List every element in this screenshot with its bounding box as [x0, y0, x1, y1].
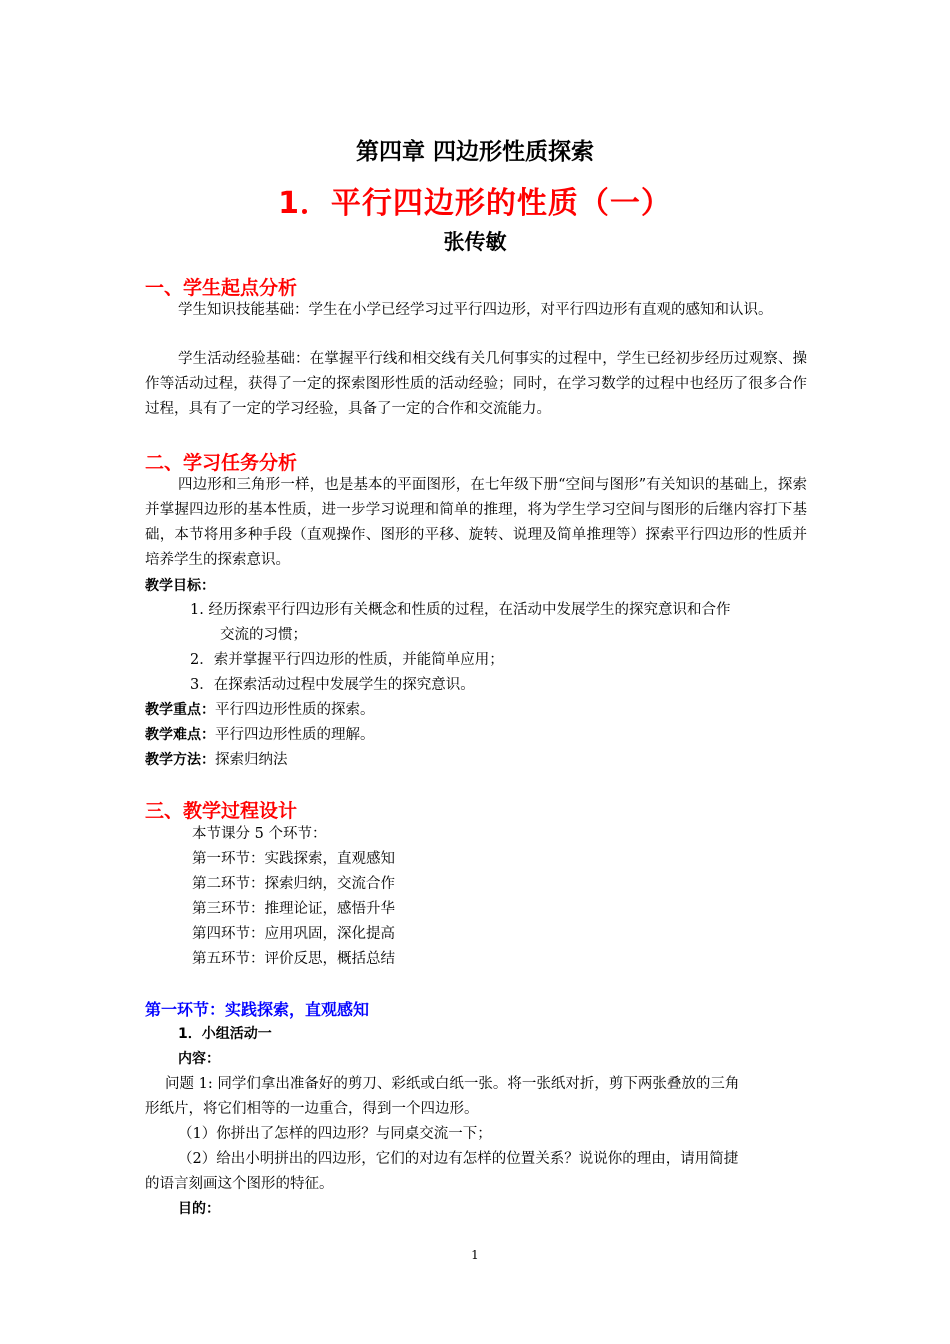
- teaching-focus: [145, 698, 375, 723]
- page-number: 1: [471, 1248, 479, 1262]
- process-step: 第五环节：评价反思，概括总结: [192, 951, 395, 967]
- section-heading-student-analysis: 一、学生起点分析: [145, 277, 298, 299]
- process-step: 第二环节：探索归纳，交流合作: [192, 876, 395, 892]
- goals-label: 教学目标：: [145, 578, 215, 594]
- chapter-title: 第四章 四边形性质探索: [355, 139, 594, 165]
- goal-2: 2．索并掌握平行四边形的性质，并能简单应用；: [190, 652, 504, 668]
- problem-1-line-2: 形纸片，将它们相等的一边重合，得到一个四边形。: [145, 1101, 479, 1117]
- question-1: （1）你拼出了怎样的四边形？与同桌交流一下；: [178, 1126, 492, 1142]
- group-activity-label: 1．小组活动一: [178, 1026, 272, 1042]
- teaching-difficulty-text: 平行四边形性质的理解。: [215, 727, 375, 743]
- teaching-focus-label: 教学重点：: [145, 702, 215, 718]
- question-2-line-1: （2）给出小明拼出的四边形，它们的对边有怎样的位置关系？说说你的理由，请用简捷: [178, 1151, 739, 1167]
- goal-1-line-2: 交流的习惯；: [220, 627, 307, 643]
- goal-3: 3．在探索活动过程中发展学生的探究意识。: [190, 677, 475, 693]
- lesson-title: 1．平行四边形的性质（一）: [278, 186, 672, 221]
- paragraph-task-analysis: 四边形和三角形一样，也是基本的平面图形，在七年级下册“空间与图形”有关知识的基础上，探索并掌握四边形的基本性质，进一步学习说理和简单的推理，将为学生学习空间与图形的后继内容打下基础，本节将用多种手段（直观操作、图形的平移、旋转、说理及简单推理等）探索平行四边形的性质并培养学生的探索意识。: [145, 477, 807, 568]
- teaching-method: [145, 748, 288, 773]
- teaching-method-label: 教学方法：: [145, 752, 215, 768]
- problem-1-line-1: 问题 1: 同学们拿出准备好的剪刀、彩纸或白纸一张。将一张纸对折，剪下两张叠放的三角: [165, 1076, 740, 1092]
- author-name: 张传敏: [443, 230, 507, 254]
- purpose-label: 目的：: [178, 1201, 220, 1217]
- goal-1-line-1: 1. 经历探索平行四边形有关概念和性质的过程，在活动中发展学生的探究意识和合作: [190, 602, 731, 618]
- process-step: 第一环节：实践探索，直观感知: [192, 851, 395, 867]
- section-heading-process-design: 三、教学过程设计: [145, 800, 298, 822]
- section-heading-task-analysis: 二、学习任务分析: [145, 452, 298, 474]
- process-step: 第四环节：应用巩固，深化提高: [192, 926, 395, 942]
- teaching-focus-text: 平行四边形性质的探索。: [215, 702, 375, 718]
- question-2-line-2: 的语言刻画这个图形的特征。: [145, 1176, 334, 1192]
- teaching-difficulty: [145, 723, 375, 748]
- teaching-method-text: 探索归纳法: [215, 752, 288, 768]
- process-step: 第三环节：推理论证，感悟升华: [192, 901, 395, 917]
- process-intro: 本节课分 5 个环节：: [192, 826, 327, 842]
- content-label: 内容：: [178, 1051, 220, 1067]
- paragraph-experience-basis: 学生活动经验基础：在掌握平行线和相交线有关几何事实的过程中，学生已经初步经历过观察、操作等活动过程，获得了一定的探索图形性质的活动经验；同时，在学习数学的过程中也经历了很多合作过程，具有了一定的学习经验，具备了一定的合作和交流能力。: [145, 351, 807, 417]
- step1-heading: 第一环节：实践探索，直观感知: [145, 1000, 370, 1019]
- teaching-difficulty-label: 教学难点：: [145, 727, 215, 743]
- paragraph-knowledge-basis: 学生知识技能基础：学生在小学已经学习过平行四边形，对平行四边形有直观的感知和认识。: [178, 302, 773, 318]
